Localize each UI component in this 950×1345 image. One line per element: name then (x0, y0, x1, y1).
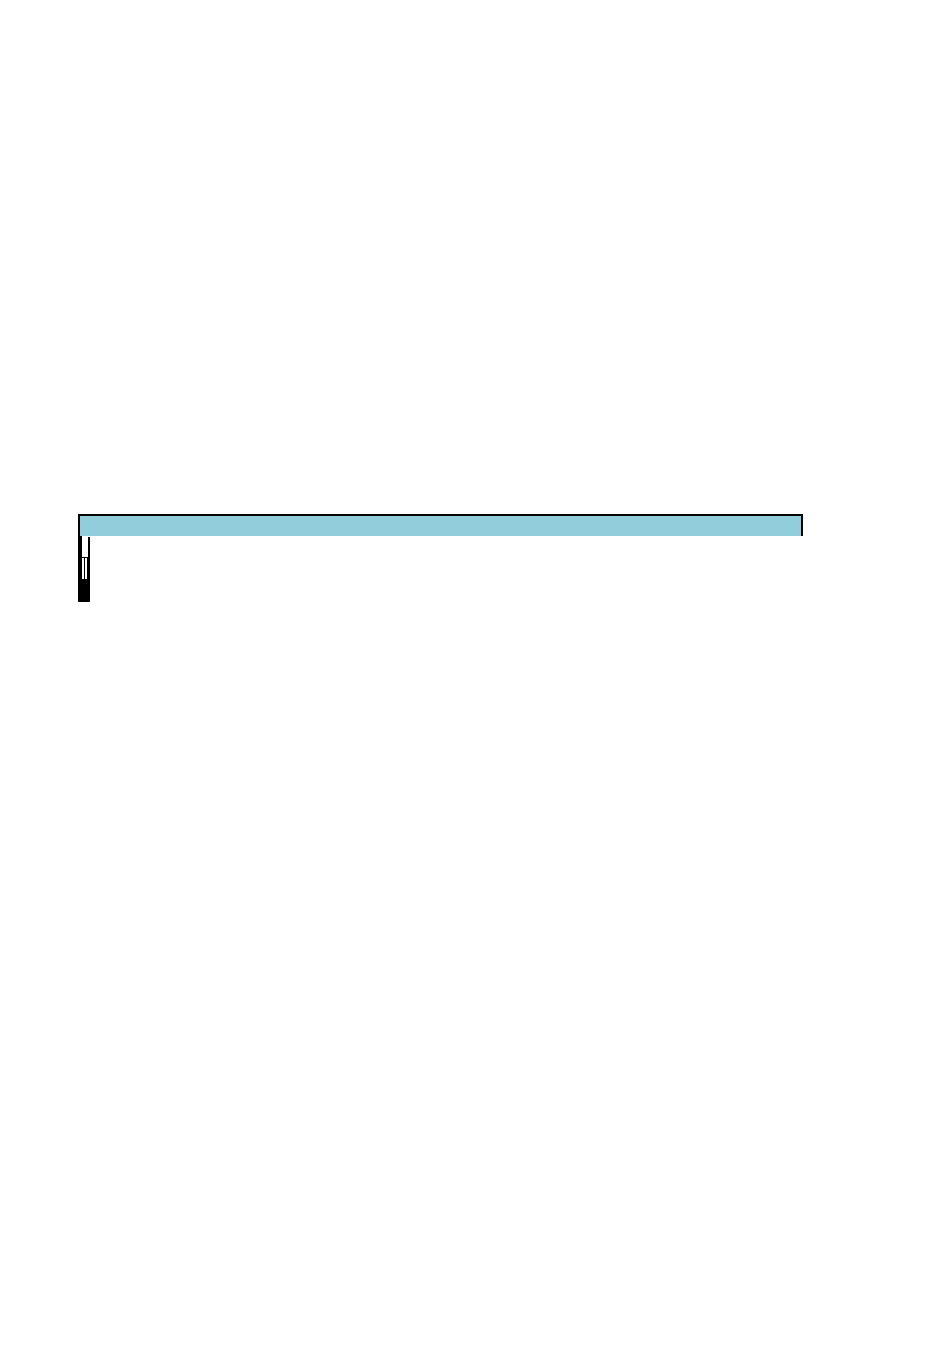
header-row-1 (79, 537, 89, 558)
header-spacer (82, 537, 90, 558)
bw-next-header (88, 558, 90, 580)
config-banner (78, 514, 803, 536)
normal-header-3 (88, 579, 90, 601)
mcs-tbs-table (78, 536, 90, 602)
